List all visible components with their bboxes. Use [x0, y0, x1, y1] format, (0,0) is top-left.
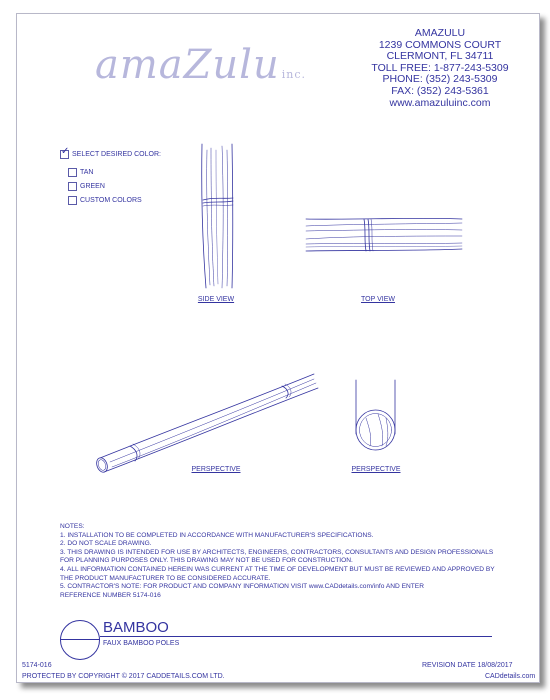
revision-date: REVISION DATE 18/08/2017: [422, 662, 513, 669]
drawing-number: 5174-016: [22, 662, 52, 669]
phone-number: PHONE: (352) 243-5309: [382, 73, 498, 86]
notes-header: NOTES:: [60, 523, 85, 530]
drawing-subtitle: FAUX BAMBOO POLES: [103, 640, 180, 647]
perspective-pole-vertical: [356, 380, 395, 450]
fax-number: FAX: (352) 243-5361: [391, 84, 489, 97]
option-tan-label: TAN: [80, 169, 94, 176]
note-line: 4. ALL INFORMATION CONTAINED HEREIN WAS CURRENT AT THE TIME OF DEVELOPMENT BUT MUST BE REVIEWED AND APPROVED BY: [60, 565, 495, 573]
top-view-pole: [306, 218, 462, 251]
logo-text: amaZulu: [95, 42, 280, 88]
caddetails-link[interactable]: CADdetails.com: [485, 673, 536, 680]
side-view-pole: [202, 144, 233, 288]
title-circle-divider: [60, 639, 100, 640]
title-circle-symbol: [60, 620, 100, 660]
note-line: 3. THIS DRAWING IS INTENDED FOR USE BY ARCHITECTS, ENGINEERS, CONTRACTORS, CONSULTANTS AND DESIGN PROFESSIONALS: [60, 548, 494, 556]
drawing-title: BAMBOO: [103, 619, 169, 636]
perspective-label-1: PERSPECTIVE: [191, 466, 241, 473]
website-link[interactable]: www.amazuluinc.com: [389, 96, 491, 109]
note-line: REFERENCE NUMBER 5174-016: [60, 591, 161, 599]
option-custom-colors-label: CUSTOM COLORS: [80, 197, 142, 204]
note-line: 2. DO NOT SCALE DRAWING.: [60, 540, 152, 548]
city-address: CLERMONT, FL 34711: [386, 50, 494, 63]
title-underline: [100, 636, 492, 637]
perspective-pole-diagonal: [95, 374, 318, 474]
note-line: 5. CONTRACTOR'S NOTE: FOR PRODUCT AND COMPANY INFORMATION VISIT www.CADdetails.com/info AND ENTER: [60, 583, 424, 591]
logo-suffix: inc.: [281, 68, 306, 81]
note-line: 1. INSTALLATION TO BE COMPLETED IN ACCORDANCE WITH MANUFACTURER'S SPECIFICATIONS.: [60, 531, 374, 539]
street-address: 1239 COMMONS COURT: [378, 38, 502, 51]
copyright-notice: PROTECTED BY COPYRIGHT © 2017 CADDETAILS.COM LTD.: [22, 673, 225, 680]
notes-block: [60, 523, 500, 600]
toll-free-number: TOLL FREE: 1-877-243-5309: [371, 61, 509, 74]
color-options-label: SELECT DESIRED COLOR:: [72, 151, 161, 158]
top-view-label: TOP VIEW: [361, 296, 395, 303]
side-view-label: SIDE VIEW: [197, 296, 235, 303]
note-line: FOR PLANNING PURPOSES ONLY. THIS DRAWING MAY NOT BE USED FOR CONSTRUCTION.: [60, 557, 353, 565]
perspective-label-2: PERSPECTIVE: [351, 466, 401, 473]
company-name: AMAZULU: [414, 27, 466, 39]
note-line: THE PRODUCT MANUFACTURER TO BE CONSIDERED ACCURATE.: [60, 574, 271, 582]
option-green-label: GREEN: [80, 183, 105, 190]
